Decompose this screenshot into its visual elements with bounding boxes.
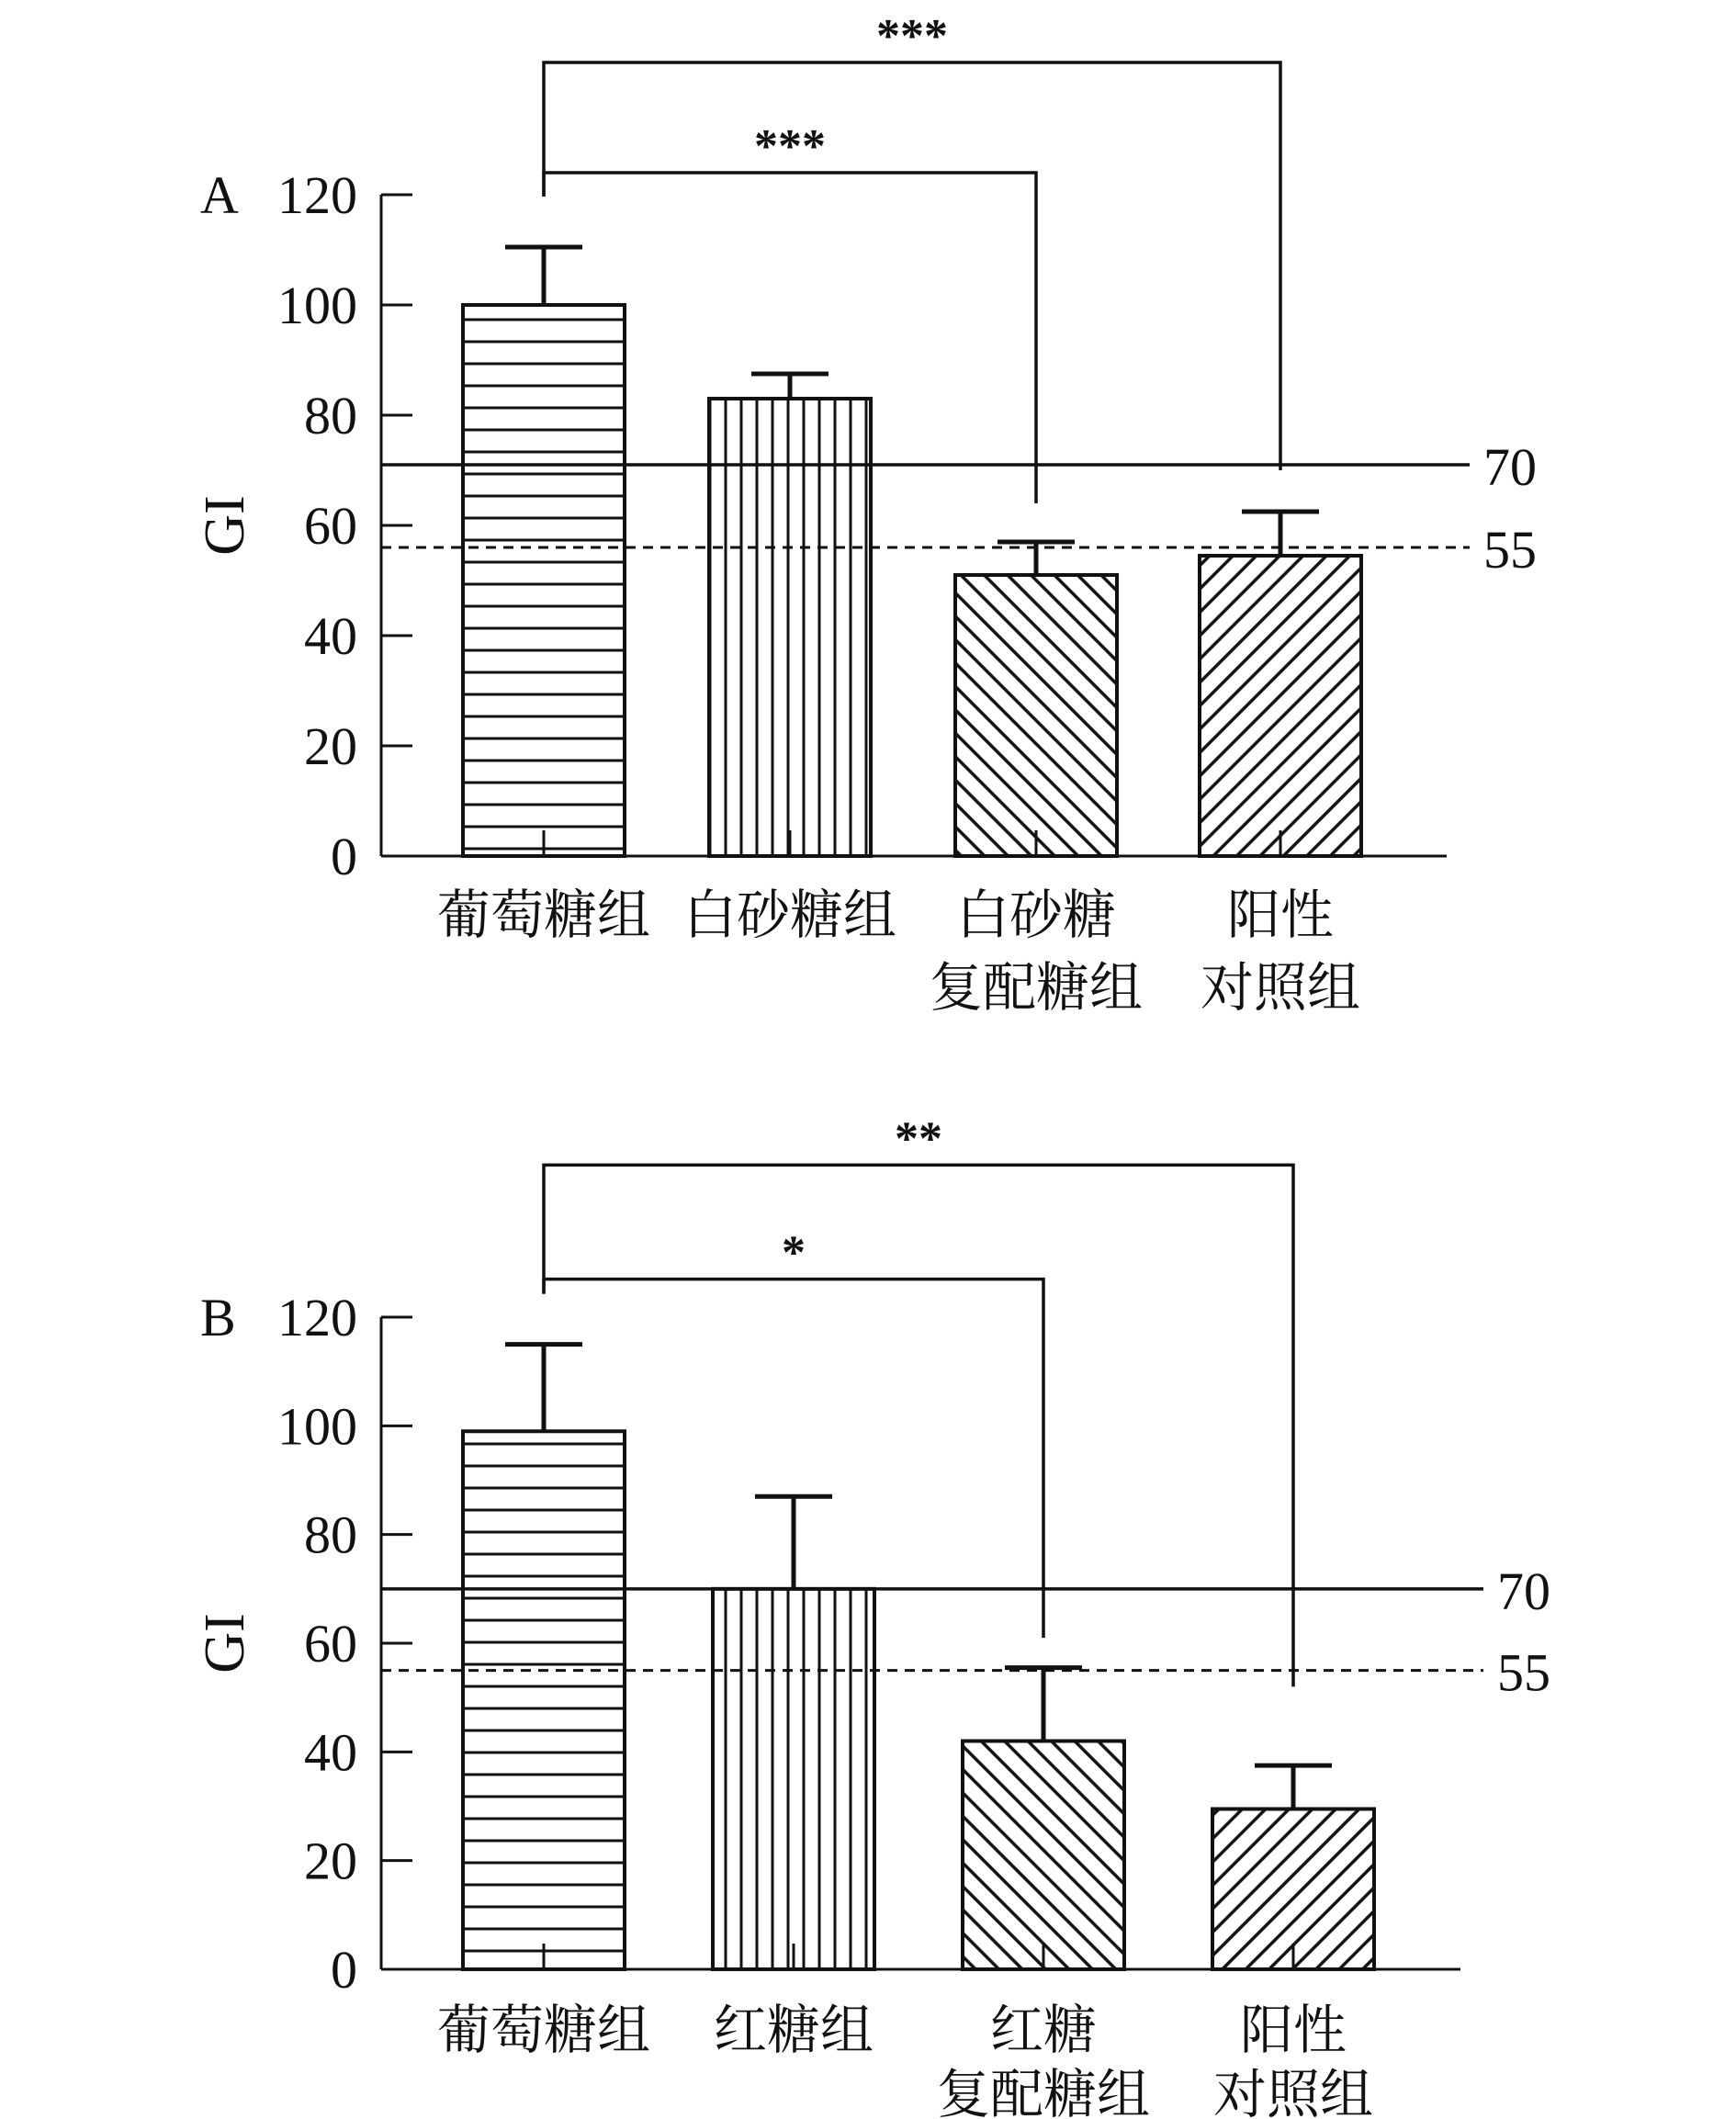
y-tick-label: 100 xyxy=(277,276,357,335)
y-tick-label: 100 xyxy=(277,1396,357,1457)
significance-bracket xyxy=(544,62,1280,470)
y-tick-label: 40 xyxy=(304,1722,357,1783)
category-label: 葡萄糖组 xyxy=(436,885,651,945)
category-label: 对照组 xyxy=(1200,958,1361,1018)
category-label: 葡萄糖组 xyxy=(436,2001,651,2060)
reference-line-label: 70 xyxy=(1483,437,1537,497)
significance-label: * xyxy=(782,1226,806,1279)
panel-letter: B xyxy=(200,1288,236,1347)
reference-line-label: 70 xyxy=(1497,1561,1550,1621)
y-tick-label: 20 xyxy=(304,1831,357,1891)
significance-label: *** xyxy=(876,10,948,62)
y-tick-label: 20 xyxy=(304,716,357,776)
category-label: 白砂糖 xyxy=(955,885,1117,945)
category-label: 白砂糖组 xyxy=(682,885,897,945)
panel-letter: A xyxy=(200,165,239,225)
category-label: 阳性 xyxy=(1239,2001,1347,2060)
bar xyxy=(709,399,871,856)
y-tick-label: 40 xyxy=(304,606,357,666)
significance-label: ** xyxy=(895,1112,942,1166)
bar xyxy=(713,1589,874,1969)
panel-b xyxy=(194,1112,1550,2119)
significance-bracket xyxy=(544,1165,1293,1686)
bar xyxy=(955,575,1117,856)
category-label: 复配糖组 xyxy=(936,2065,1151,2119)
bar xyxy=(463,305,625,856)
y-axis-title: GI xyxy=(194,1613,256,1674)
bar xyxy=(463,1431,625,1969)
panel-a xyxy=(194,10,1537,1018)
reference-line-label: 55 xyxy=(1497,1642,1550,1703)
category-label: 对照组 xyxy=(1212,2065,1374,2119)
y-axis-title: GI xyxy=(194,495,256,556)
y-tick-label: 60 xyxy=(304,1614,357,1674)
bar xyxy=(1200,556,1361,856)
category-label: 阳性 xyxy=(1226,885,1335,945)
y-tick-label: 60 xyxy=(304,496,357,556)
y-tick-label: 120 xyxy=(277,165,357,225)
significance-label: *** xyxy=(754,120,826,173)
category-label: 红糖组 xyxy=(713,2001,874,2060)
reference-line-label: 55 xyxy=(1483,520,1537,580)
y-tick-label: 0 xyxy=(331,1940,357,2000)
bar xyxy=(963,1741,1124,1970)
category-label: 复配糖组 xyxy=(929,958,1144,1018)
y-tick-label: 0 xyxy=(331,827,357,886)
y-tick-label: 120 xyxy=(277,1288,357,1347)
category-label: 红糖 xyxy=(989,2001,1098,2060)
y-tick-label: 80 xyxy=(304,1505,357,1565)
y-tick-label: 80 xyxy=(304,386,357,445)
